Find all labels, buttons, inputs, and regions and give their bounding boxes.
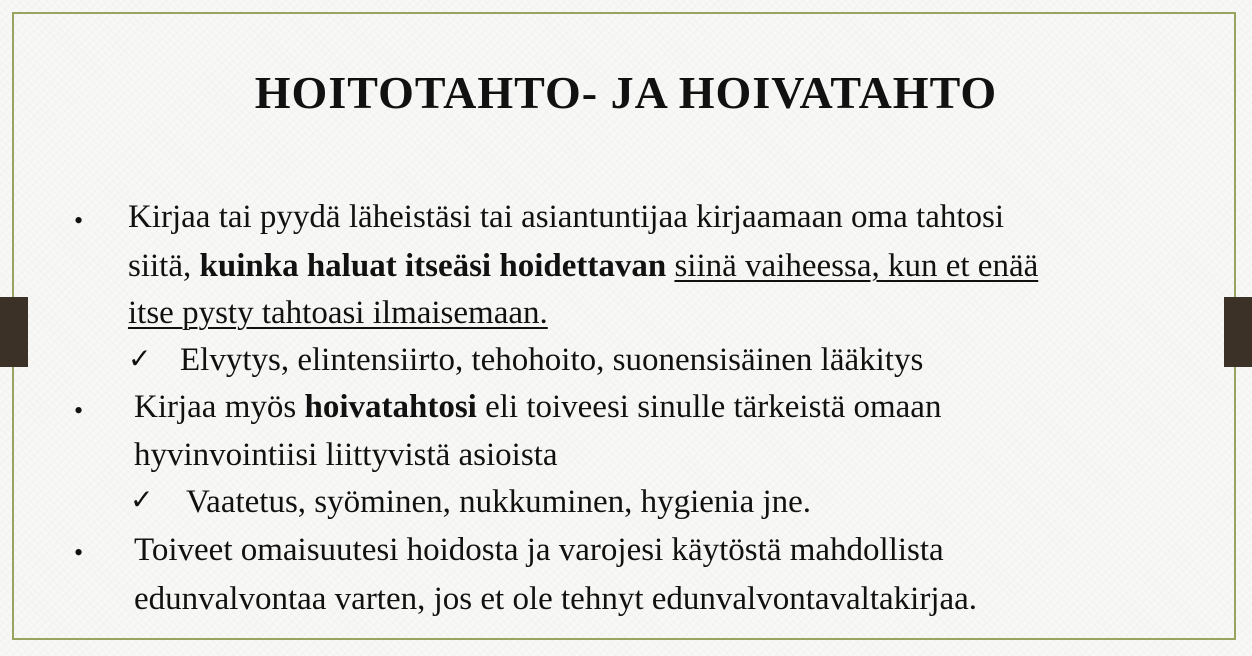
bullet-3-line-2: edunvalvontaa varten, jos et ole tehnyt edunvalvontavaltakirjaa. bbox=[134, 581, 978, 617]
bullet-1-line-2 bbox=[128, 250, 1038, 283]
bullet-3-marker: • bbox=[74, 538, 84, 567]
bullet-1-line-1: Kirjaa tai pyydä läheistäsi tai asiantuntijaa kirjaamaan oma tahtosi bbox=[128, 199, 1005, 235]
bullet-1-line-2-text: siitä, bbox=[128, 248, 200, 284]
bullet-1-line-3: itse pysty tahtoasi ilmaisemaan. bbox=[128, 295, 548, 331]
bullet-3-line-1: Toiveet omaisuutesi hoidosta ja varojesi käytöstä mahdollista bbox=[134, 532, 944, 568]
check-icon: ✓ bbox=[128, 344, 152, 375]
bullet-2-line-2: hyvinvointiisi liittyvistä asioista bbox=[134, 437, 558, 473]
bullet-2-line-1-rest: eli toiveesi sinulle tärkeistä omaan bbox=[476, 389, 942, 425]
bullet-2-line-1-text: Kirjaa myös bbox=[134, 389, 305, 425]
bullet-2-subitem: Vaatetus, syöminen, nukkuminen, hygienia jne. bbox=[186, 484, 812, 520]
bullet-2-bold-text: hoivatahtosi bbox=[304, 389, 477, 425]
left-side-tab bbox=[0, 297, 28, 367]
slide-title: HOITOTAHTO- JA HOIVATAHTO bbox=[254, 67, 998, 118]
bullet-1-subitem: Elvytys, elintensiirto, tehohoito, suonensisäinen lääkitys bbox=[180, 342, 924, 378]
check-icon: ✓ bbox=[130, 485, 154, 516]
bullet-2-line-1 bbox=[134, 391, 941, 424]
bullet-1-marker: • bbox=[74, 206, 84, 235]
bullet-2-marker: • bbox=[74, 396, 84, 425]
right-side-tab bbox=[1224, 297, 1252, 367]
bullet-1-bold-text: kuinka haluat itseäsi hoidettavan bbox=[199, 248, 667, 284]
bullet-1-underlined-text: siinä vaiheessa, kun et enää bbox=[674, 248, 1039, 284]
